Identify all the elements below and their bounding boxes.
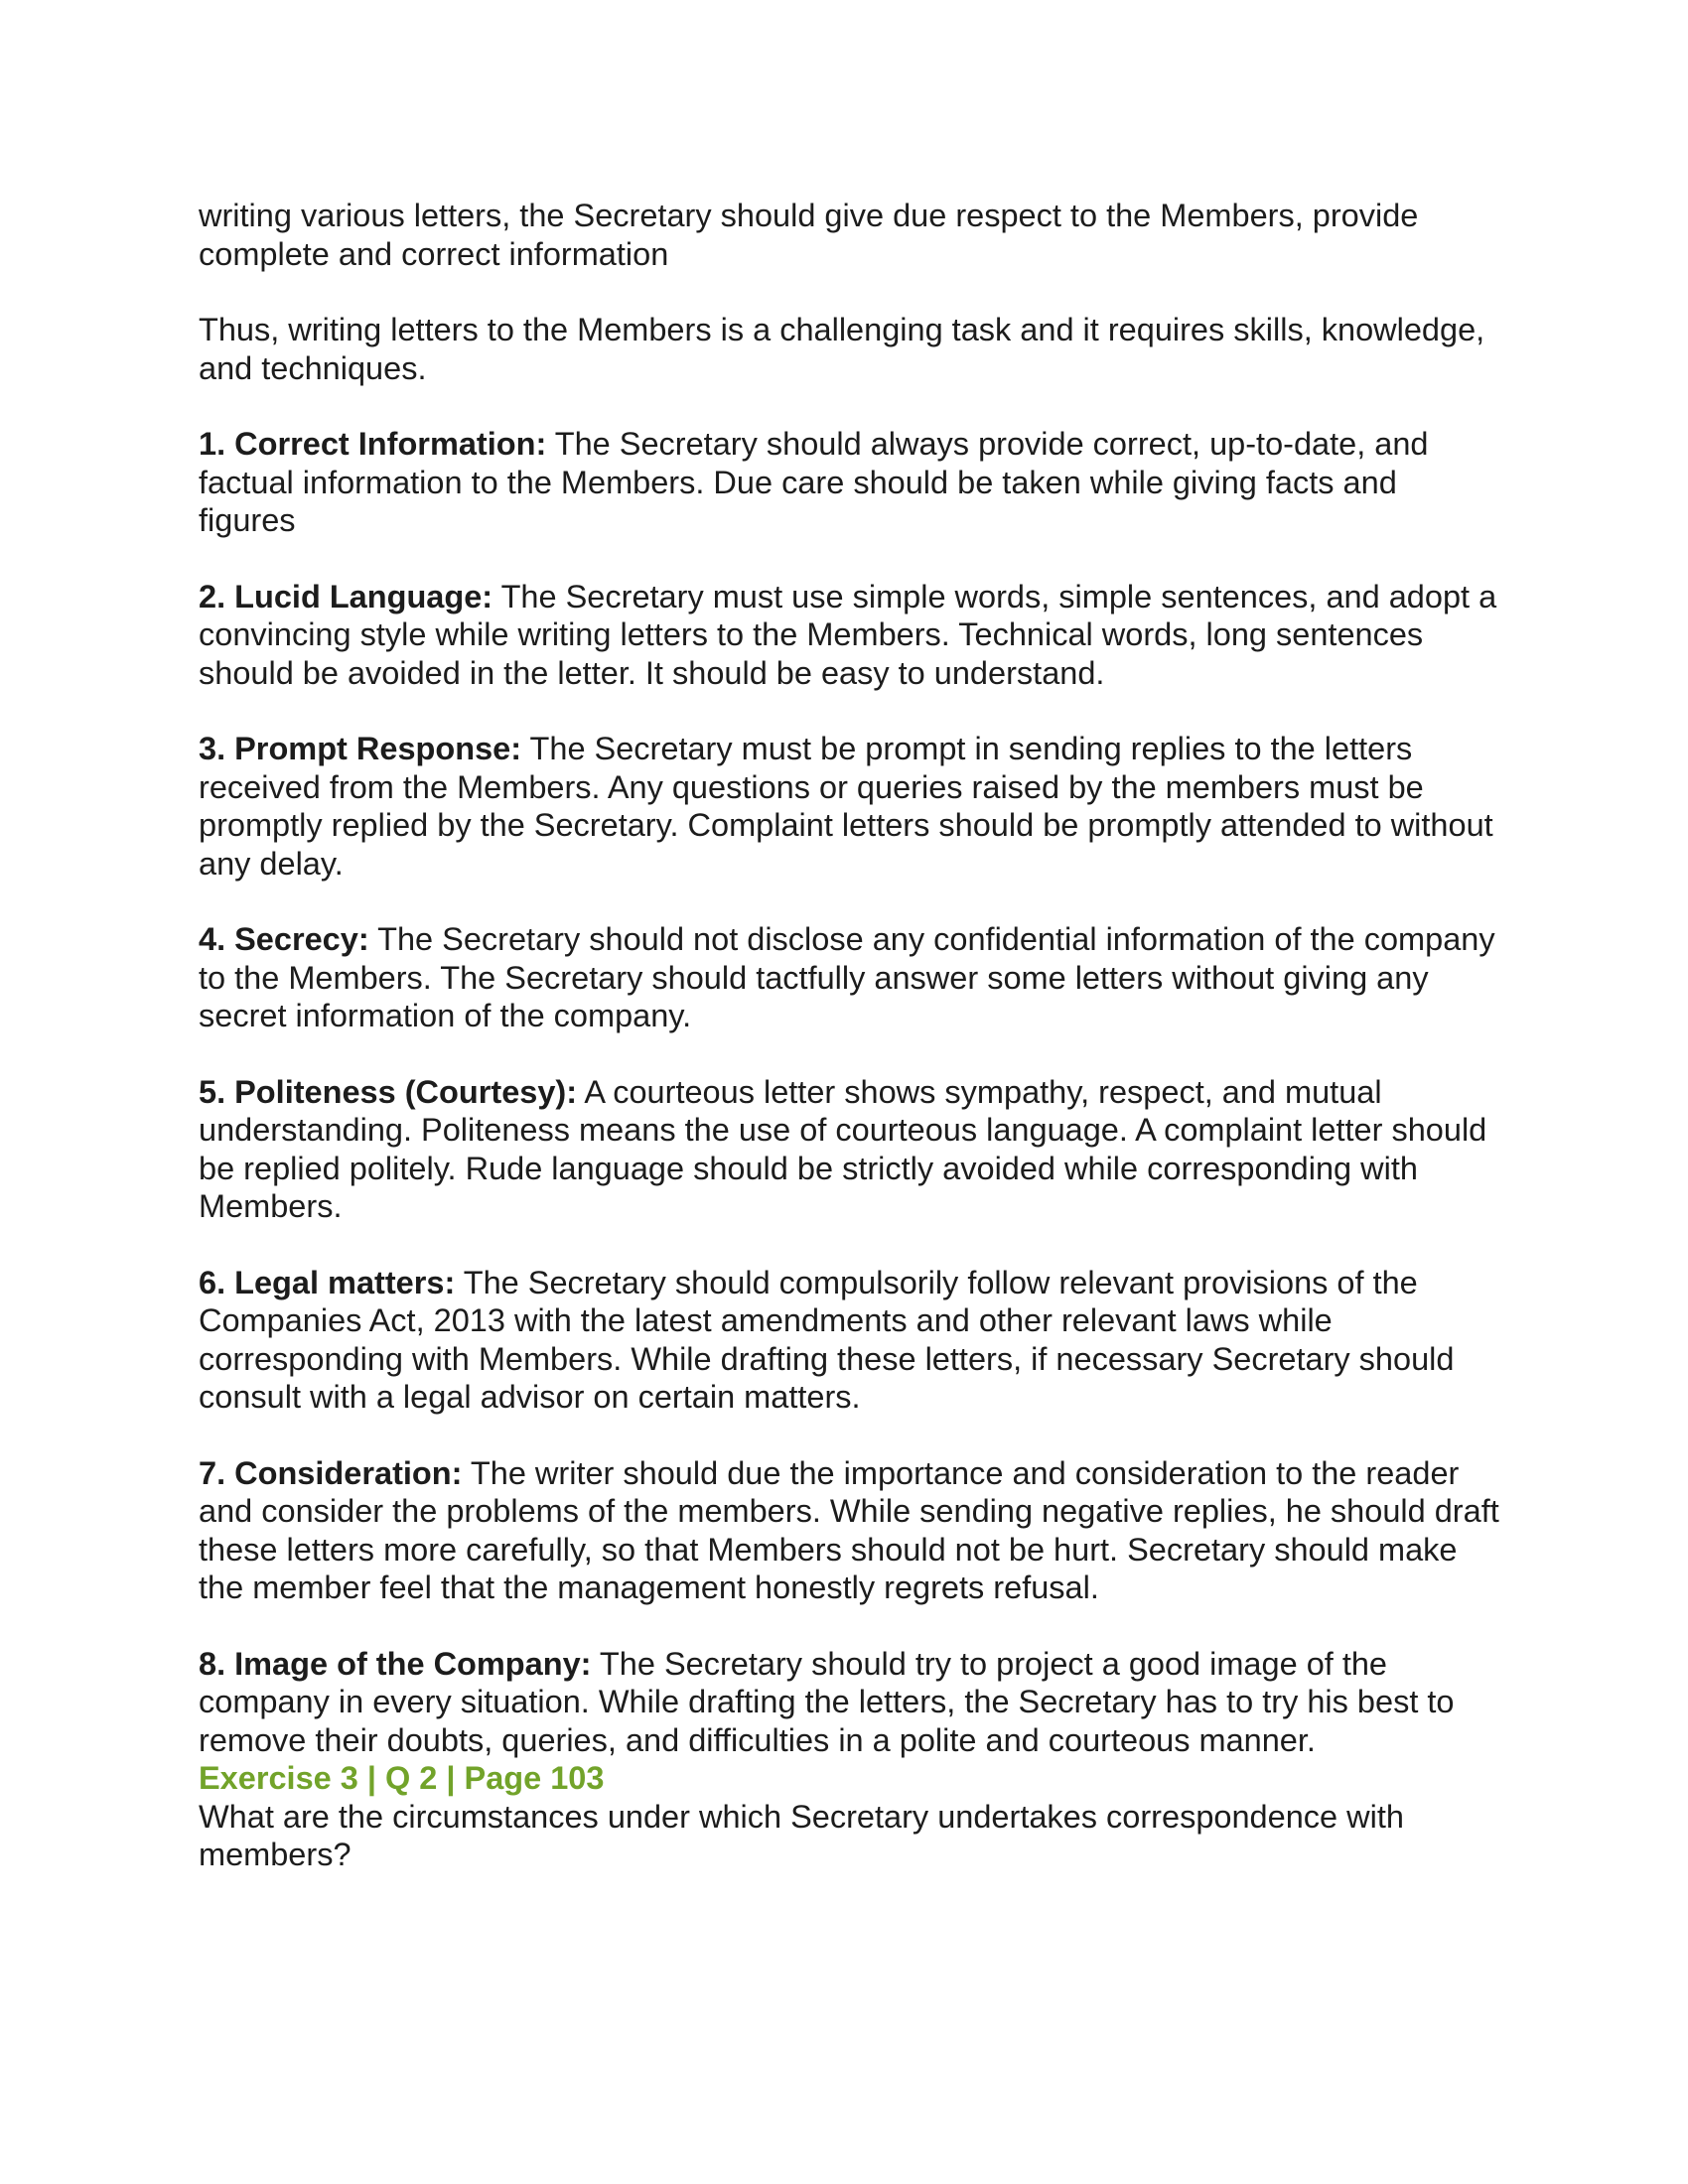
point-text: The Secretary must be prompt in sending replies to the letters received from the Members. Any questions or queries raised by the members must be promptly replied by the Secretary. Complaint letters should be promptly attended to without any delay. — [199, 731, 1493, 882]
point-legal-matters — [199, 1264, 1499, 1417]
point-text: A courteous letter shows sympathy, respect, and mutual understanding. Politeness means the use of courteous language. A complaint letter should be replied politely. Rude language should be strictly avoided while corresponding with Members. — [199, 1073, 1487, 1224]
point-correct-information — [199, 425, 1499, 540]
point-image-of-company — [199, 1645, 1499, 1760]
point-heading: 1. Correct Information: — [199, 426, 547, 462]
intro-continuation: writing various letters, the Secretary should give due respect to the Members, provide complete and correct information — [199, 198, 1419, 272]
page-content — [199, 197, 1499, 1874]
exercise-label: Exercise 3 | Q 2 | Page 103 — [199, 1760, 605, 1796]
point-text: The Secretary should compulsorily follow relevant provisions of the Companies Act, 2013 with the latest amendments and other relevant laws while corresponding with Members. While drafting these letters, if necessary Secretary should consult with a legal advisor on certain matters. — [199, 1264, 1455, 1415]
point-text: The Secretary should try to project a good image of the company in every situation. While drafting the letters, the Secretary has to try his best to remove their doubts, queries, and difficulties in a polite and courteous manner. — [199, 1645, 1455, 1758]
point-heading: 7. Consideration: — [199, 1454, 463, 1491]
point-prompt-response — [199, 730, 1499, 883]
point-text: The writer should due the importance and consideration to the reader and consider the problems of the members. While sending negative replies, he should draft these letters more carefully, so that Members should not be hurt. Secretary should make the member feel that the management honestly regrets refusal. — [199, 1454, 1499, 1605]
point-text: The Secretary should not disclose any confidential information of the company to the Members. The Secretary should tactfully answer some letters without giving any secret information of the company. — [199, 921, 1495, 1033]
point-text: The Secretary must use simple words, simple sentences, and adopt a convincing style while writing letters to the Members. Technical words, long sentences should be avoided in the letter. It should be easy to understand. — [199, 578, 1497, 691]
point-heading: 5. Politeness (Courtesy): — [199, 1073, 578, 1110]
intro-summary: Thus, writing letters to the Members is a challenging task and it requires skills, knowledge, and techniques. — [199, 312, 1485, 386]
point-lucid-language — [199, 578, 1499, 693]
point-text: The Secretary should always provide correct, up-to-date, and factual information to the Members. Due care should be taken while giving facts and figures — [199, 426, 1429, 538]
point-consideration — [199, 1454, 1499, 1607]
point-heading: 6. Legal matters: — [199, 1264, 456, 1300]
point-heading: 3. Prompt Response: — [199, 731, 522, 766]
exercise-question: What are the circumstances under which Secretary undertakes correspondence with members? — [199, 1798, 1404, 1872]
point-heading: 4. Secrecy: — [199, 921, 369, 957]
point-heading: 2. Lucid Language: — [199, 578, 493, 614]
point-secrecy — [199, 920, 1499, 1035]
point-politeness — [199, 1073, 1499, 1226]
point-heading: 8. Image of the Company: — [199, 1645, 592, 1682]
